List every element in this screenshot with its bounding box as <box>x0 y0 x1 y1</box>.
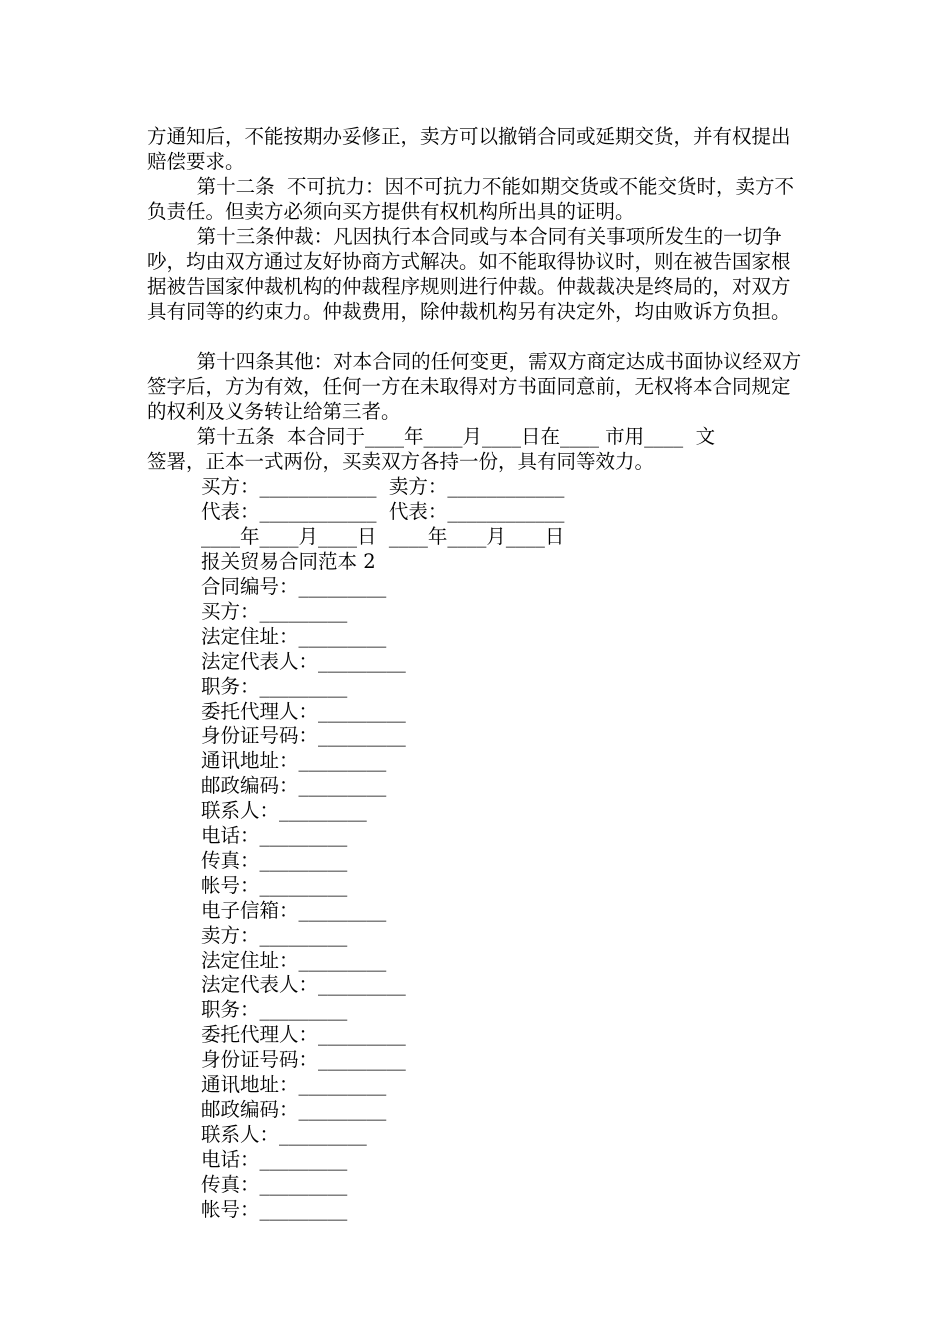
form-field-line: 法定代表人：_________ <box>201 649 406 673</box>
form-field-line: 法定代表人：_________ <box>201 973 406 997</box>
paragraph-article-15-line-1: 第十五条 本合同于____年____月____日在____ 市用____ 文 <box>147 425 716 448</box>
form-field-line: 法定住址：_________ <box>201 948 387 972</box>
paragraph-article-12: 第十二条 不可抗力：因不可抗力不能如期交货或不能交货时，卖方不负责任。但卖方必须向买方提供有权机构所出具的证明。 <box>147 175 794 223</box>
paragraph-article-15-line-2: 签署，正本一式两份，买卖双方各持一份，具有同等效力。 <box>147 450 655 473</box>
form-field-line: 委托代理人：_________ <box>201 699 406 723</box>
form-field-line: 帐号：_________ <box>201 873 348 897</box>
form-field-line: 电子信箱：_________ <box>201 898 387 922</box>
form-field-line: 电话：_________ <box>201 1147 348 1171</box>
form-field-line: 合同编号：_________ <box>201 575 387 598</box>
form-field-line: 邮政编码：_________ <box>201 774 387 798</box>
paragraph-article-14: 第十四条其他：对本合同的任何变更，需双方商定达成书面协议经双方签字后，方为有效，任何一方在未取得对方书面同意前，无权将本合同规定的权利及义务转让给第三者。 <box>147 350 802 423</box>
form-field-line: 电话：_________ <box>201 824 348 847</box>
paragraph-previous-clause: 方通知后，不能按期办妥修正，卖方可以撤销合同或延期交货，并有权提出赔偿要求。 <box>147 125 791 173</box>
form-field-line: 职务：_________ <box>201 998 348 1022</box>
form-field-line: 传真：_________ <box>201 848 348 872</box>
form-field-line: 通讯地址：_________ <box>201 1073 387 1096</box>
form-field-line: 传真：_________ <box>201 1172 348 1196</box>
form-field-line: 帐号：_________ <box>201 1197 348 1221</box>
signature-representatives: 代表：____________ 代表：____________ <box>201 500 565 523</box>
form-field-line: 卖方：_________ <box>201 923 348 947</box>
signature-dates: ____年____月____日 ____年____月____日 <box>201 525 565 548</box>
form-field-line: 身份证号码：_________ <box>201 1048 406 1072</box>
signature-parties: 买方：____________ 卖方：____________ <box>201 475 565 498</box>
form-field-line: 邮政编码：_________ <box>201 1097 387 1121</box>
form-field-line: 买方：_________ <box>201 599 348 623</box>
paragraph-article-13: 第十三条仲裁：凡因执行本合同或与本合同有关事项所发生的一切争吵，均由双方通过友好协商方式解决。如不能取得协议时，则在被告国家根据被告国家仲裁机构的仲裁程序规则进行仲裁。仲裁裁决是终局的，对双方具有同等的约束力。仲裁费用，除仲裁机构另有决定外，均由败诉方负担。 <box>147 225 791 323</box>
form-field-line: 通讯地址：_________ <box>201 749 387 773</box>
form-field-line: 联系人：_________ <box>201 1122 367 1146</box>
form-field-line: 身份证号码：_________ <box>201 724 406 748</box>
form-field-line: 法定住址：_________ <box>201 624 387 648</box>
form-field-line: 职务：_________ <box>201 674 348 698</box>
form-field-line: 委托代理人：_________ <box>201 1023 406 1047</box>
form-field-line: 联系人：_________ <box>201 799 367 823</box>
template-2-title: 报关贸易合同范本 2 <box>201 550 376 573</box>
